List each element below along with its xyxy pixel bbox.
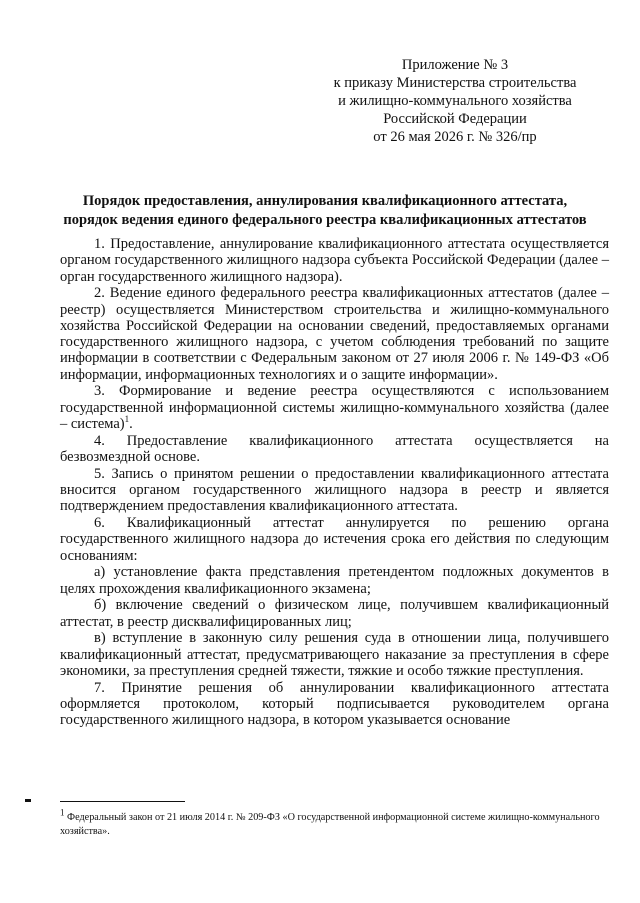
appendix-header: [300, 56, 610, 146]
document-title: [40, 192, 610, 230]
appendix-line: Российской Федерации: [383, 111, 527, 127]
paragraph-4: 4. Предоставление квалификационного аттестата осуществляется на безвозмездной основе.: [60, 432, 609, 466]
footnote-reference: 1: [124, 414, 130, 425]
footnote-body: Федеральный закон от 21 июля 2014 г. № 209-ФЗ «О государственной информационной системе жилищно-коммунального хозяйства».: [60, 812, 600, 838]
appendix-line: Приложение № 3: [401, 57, 509, 73]
paragraph-7: 7. Принятие решения об аннулировании квалификационного аттестата оформляется протоколом, который подписывается руководителем органа государственного жилищного надзора, в котором указывается основание: [60, 679, 609, 729]
paragraph-3: [60, 383, 609, 432]
footnote-text: [60, 807, 615, 840]
title-line: порядок ведения единого федерального реестра квалификационных аттестатов: [63, 212, 587, 228]
paragraph-1: 1. Предоставление, аннулирование квалификационного аттестата осуществляется органом государственного жилищного надзора субъекта Российской Федерации (далее – орган государственного жилищного надзора).: [60, 236, 609, 285]
paragraph-6a: а) установление факта представления претендентом подложных документов в целях прохождения квалификационного экзамена;: [60, 564, 609, 597]
title-line: Порядок предоставления, аннулирования квалификационного аттестата,: [82, 193, 568, 209]
paragraph-6c: в) вступление в законную силу решения суда в отношении лица, получившего квалификационный аттестат, предусматривающего наказание за преступления в сфере экономики, за преступления средней тяжести, тяжкие и особо тяжкие преступления.: [60, 630, 609, 679]
footnote: [60, 807, 615, 840]
appendix-line: к приказу Министерства строительства: [333, 75, 577, 91]
footnote-separator: [60, 801, 185, 802]
paragraph-5: 5. Запись о принятом решении о предоставлении квалификационного аттестата вносится органом государственного жилищного надзора в реестр и является подтверждением предоставления квалификационного аттестата.: [60, 465, 609, 515]
paragraph-3-text: 3. Формирование и ведение реестра осуществляются с использованием государственной информационной системы жилищно-коммунального хозяйства (далее – система): [60, 383, 609, 433]
appendix-line: и жилищно-коммунального хозяйства: [338, 93, 572, 109]
paragraph-3-end: .: [129, 416, 133, 433]
paragraph-6: 6. Квалификационный аттестат аннулируется по решению органа государственного жилищного надзора до истечения срока его действия по следующим основаниям:: [60, 515, 609, 564]
footnote-number: 1: [60, 807, 65, 818]
document-body: [60, 236, 609, 728]
appendix-line: от 26 мая 2026 г. № 326/пр: [373, 129, 537, 145]
margin-mark: [25, 799, 31, 802]
paragraph-2: 2. Ведение единого федерального реестра квалификационных аттестатов (далее – реестр) осуществляется Министерством строительства и жилищно-коммунального хозяйства Российской Федерации на основании сведений, предоставляемых органами государственного жилищного надзора, с учетом соблюдения требований по защите информации в соответствии с Федеральным законом от 27 июля 2006 г. № 149-ФЗ «Об информации, информационных технологиях и о защите информации».: [60, 285, 609, 383]
paragraph-6b: б) включение сведений о физическом лице, получившем квалификационный аттестат, в реестр дисквалифицированных лиц;: [60, 597, 609, 630]
